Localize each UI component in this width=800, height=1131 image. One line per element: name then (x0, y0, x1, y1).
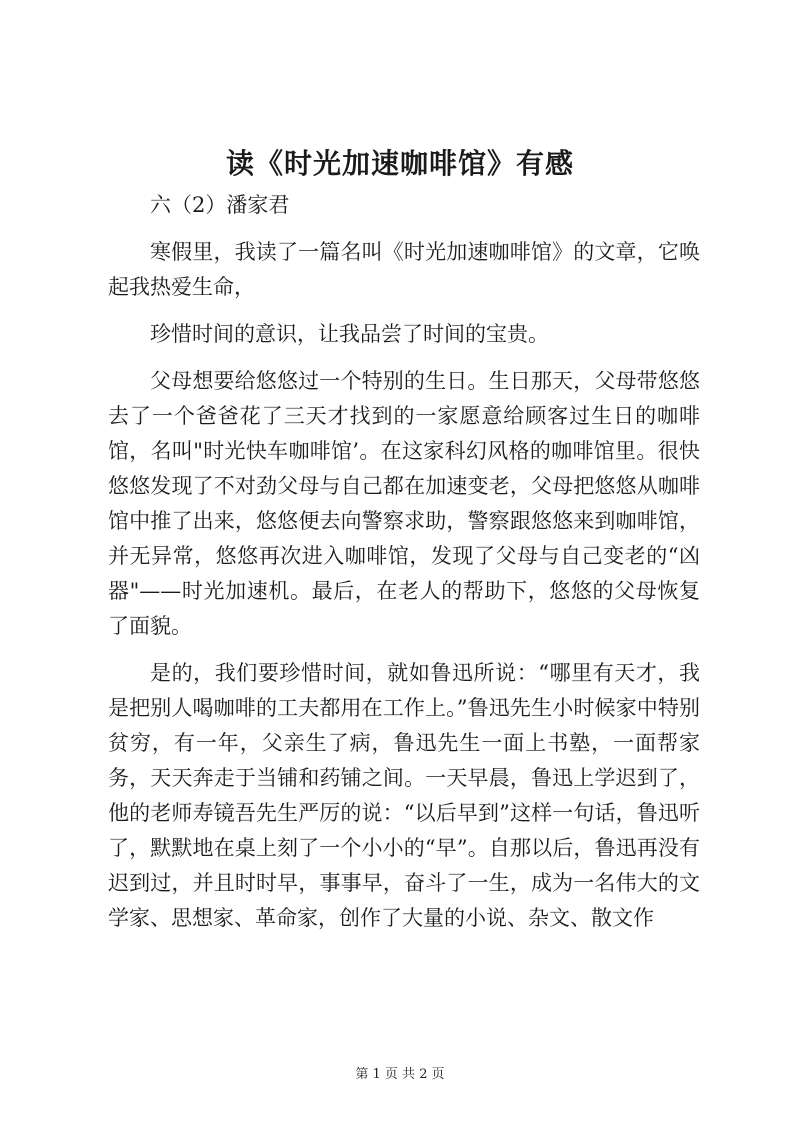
page-footer: 第 1 页 共 2 页 (355, 1067, 445, 1082)
paragraph: 是的，我们要珍惜时间，就如鲁迅所说：“哪里有天才，我是把别人喝咖啡的工夫都用在工作上。”鲁迅先生小时候家中特别贫穷，有一年，父亲生了病，鲁迅先生一面上书塾，一面帮家务，天天奔走于当铺和药铺之间。一天早晨，鲁迅上学迟到了，他的老师寿镜吾先生严厉的说：“以后早到”这样一句话，鲁迅听了，默默地在桌上刻了一个小小的“早”。自那以后，鲁迅再没有迟到过，并且时时早，事事早，奋斗了一生，成为一名伟大的文学家、思想家、革命家，创作了大量的小说、杂文、散文作 (108, 661, 700, 930)
paragraph: 珍惜时间的意识，让我品尝了时间的宝贵。 (150, 322, 549, 346)
paragraph: 寒假里，我读了一篇名叫《时光加速咖啡馆》的文章，它唤起我热爱生命， (108, 240, 700, 299)
document-body (108, 188, 700, 948)
document-title: 读《时光加速咖啡馆》有感 (225, 147, 574, 180)
paragraph: 父母想要给悠悠过一个特别的生日。生日那天，父母带悠悠去了一个爸爸花了三天才找到的一家愿意给顾客过生日的咖啡馆，名叫"时光快车咖啡馆’。在这家科幻风格的咖啡馆里。很快悠悠发现了不对劲父母与自己都在加速变老，父母把悠悠从咖啡馆中推了出来，悠悠便去向警察求助，警察跟悠悠来到咖啡馆，并无异常，悠悠再次进入咖啡馆，发现了父母与自己变老的“凶器"——时光加速机。最后，在老人的帮助下，悠悠的父母恢复了面貌。 (108, 369, 700, 638)
author-line: 六（2）潘家君 (150, 193, 290, 217)
